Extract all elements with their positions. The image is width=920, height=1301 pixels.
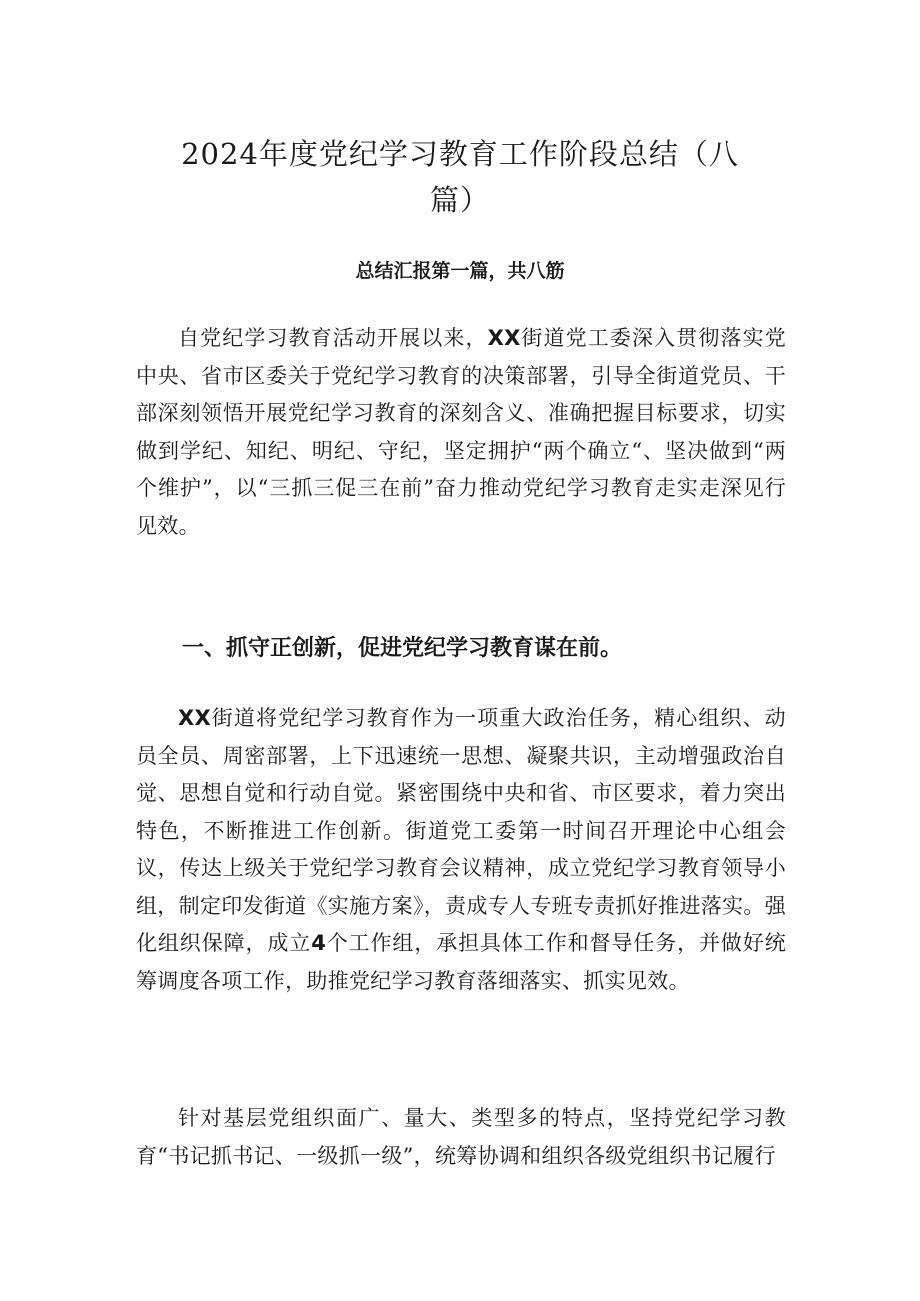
title-line-2: 篇） — [429, 183, 490, 218]
paragraph-section-1 — [136, 700, 786, 1000]
p2-text-c: 4 — [311, 931, 327, 955]
document-subtitle: 总结汇报第一篇，共八筋 — [355, 260, 565, 282]
paragraph-intro — [136, 320, 786, 545]
p2-text-b: 街道将党纪学习教育作为一项重大政治任务，精心组织、动员全员、周密部署，上下迅速统一思想、凝聚共识，主动增强政治自觉、思想自觉和行动自觉。紧密围绕中央和省、市区要求，着力突出特色，不断推进工作创新。街道党工委第一时间召开理论中心组会议，传达上级关于党纪学习教育会议精神，成立党纪学习教育领导小组，制定印发街道《实施方案》，责成专人专班专责抓好推进落实。强化组织保障，成立 — [136, 706, 786, 955]
p1-text-c: 街道党工委深入贯彻落实党中央、省市区委关于党纪学习教育的决策部署，引导全街道党员、干部深刻领悟开展党纪学习教育的深刻含义、准确把握目标要求，切实做到学纪、知纪、明纪、守纪，坚定拥护“两个确立“、坚决做到“两个维护”，以“三抓三促三在前”奋力推动党纪学习教育走实走深见行见效。 — [136, 326, 786, 538]
p1-text-b: XX — [487, 326, 521, 350]
section-heading-1: 一、抓守正创新，促进党纪学习教育谋在前。 — [182, 636, 623, 661]
document-title — [160, 131, 760, 223]
title-line-1: 2024年度党纪学习教育工作阶段总结（八 — [181, 137, 739, 172]
p2-text-a: XX — [178, 706, 211, 730]
p1-text-a: 自党纪学习教育活动开展以来， — [178, 326, 488, 350]
paragraph-section-1b: 针对基层党组织面广、量大、类型多的特点，坚持党纪学习教育“书记抓书记、一级抓一级”，统筹协调和组织各级党组织书记履行 — [136, 1106, 786, 1168]
p2-text-d: 个工作组，承担具体工作和督导任务，并做好统筹调度各项工作，助推党纪学习教育落细落实、抓实见效。 — [136, 931, 786, 993]
